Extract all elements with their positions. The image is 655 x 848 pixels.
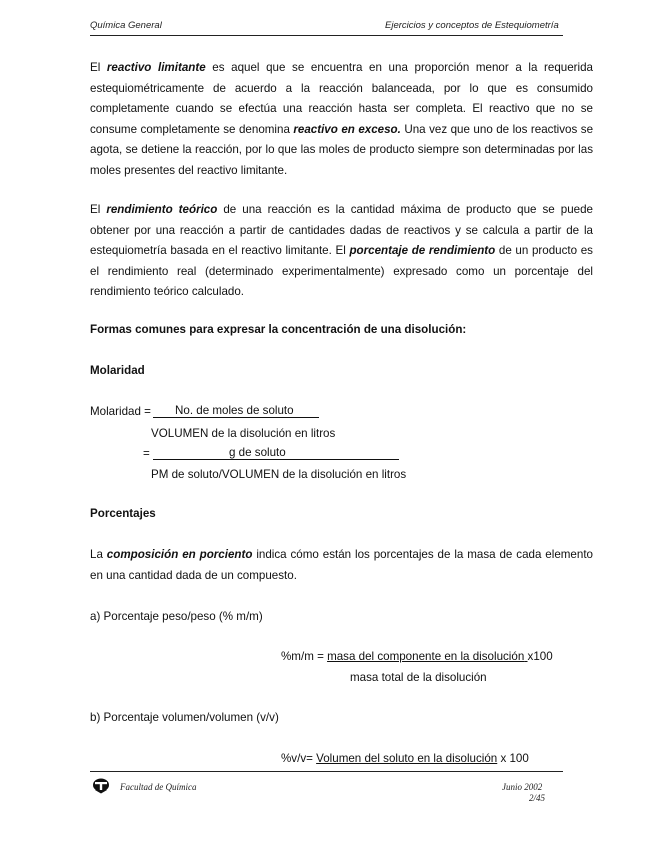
heading-formas-concentracion: Formas comunes para expresar la concentración de una disolución: [90, 323, 467, 336]
paragraph-reactivo-limitante: El reactivo limitante es aquel que se encuentra en una proporción menor a la requerida estequiométricamente de acuerdo a la reacción balanceada, por lo que es consumido completamente cuando se efectúa una reacción hasta ser completa. El reactivo que no se consume completamente se denomina reactivo en exceso. Una vez que uno de los reactivos se agota, se detiene la reacción, por lo que las moles de producto siempre son determinadas por las moles presentes del reactivo limitante. [90, 61, 594, 177]
term-porcentaje-rendimiento: porcentaje de rendimiento [349, 244, 496, 258]
molaridad-equals-2: = [143, 447, 150, 460]
molaridad-numerator-2: g de soluto [153, 447, 399, 460]
faculty-logo-icon [92, 778, 110, 794]
item-porcentaje-peso: a) Porcentaje peso/peso (% m/m) [90, 610, 263, 623]
formula-mm-numerator: masa del componente en la disolución [327, 650, 525, 663]
term-composicion-porciento: composición en porciento [106, 548, 253, 561]
molaridad-numerator-1: No. de moles de soluto [153, 405, 319, 418]
header-left: Química General [90, 20, 162, 31]
footer-date: Junio 2002 [502, 782, 543, 792]
header-rule [90, 35, 563, 36]
footer-page-number: 2/45 [529, 793, 546, 803]
formula-mm-label: %m/m = [281, 650, 328, 663]
footer-rule [90, 771, 563, 772]
molaridad-denominator-1: VOLUMEN de la disolución en litros [151, 427, 336, 440]
term-rendimiento-teorico: rendimiento teórico [106, 203, 218, 216]
formula-vv-label: %v/v= [281, 752, 317, 765]
heading-porcentajes: Porcentajes [90, 507, 156, 520]
formula-vv [281, 752, 529, 765]
formula-vv-numerator: Volumen del soluto en la disolución [316, 752, 498, 765]
formula-vv-times: x 100 [497, 752, 529, 765]
formula-mm-denominator: masa total de la disolución [350, 671, 487, 684]
molaridad-denominator-2: PM de soluto/VOLUMEN de la disolución en litros [151, 468, 407, 481]
paragraph-composicion: La composición en porciento indica cómo están los porcentajes de la masa de cada elemento en una cantidad dada de un compuesto. [90, 548, 593, 582]
header-right: Ejercicios y conceptos de Estequiometría [385, 20, 559, 31]
term-reactivo-en-exceso: reactivo en exceso. [293, 122, 401, 136]
heading-molaridad: Molaridad [90, 364, 145, 377]
item-porcentaje-volumen: b) Porcentaje volumen/volumen (v/v) [90, 711, 279, 724]
term-reactivo-limitante: reactivo limitante [106, 61, 206, 74]
footer-faculty: Facultad de Química [120, 782, 197, 792]
paragraph-rendimiento: El rendimiento teórico de una reacción es la cantidad máxima de producto que se puede obtener por una reacción a partir de cantidades dadas de reactivos y se calcula a partir de la estequiometría basada en el reactivo limitante. El porcentaje de rendimiento de un producto es el rendimiento real (determinado experimentalmente) expresado como un porcentaje del rendimiento teórico calculado. [90, 203, 594, 299]
formula-mm-times: x100 [527, 650, 553, 663]
formula-mm [281, 650, 553, 663]
molaridad-label: Molaridad = [90, 405, 151, 418]
